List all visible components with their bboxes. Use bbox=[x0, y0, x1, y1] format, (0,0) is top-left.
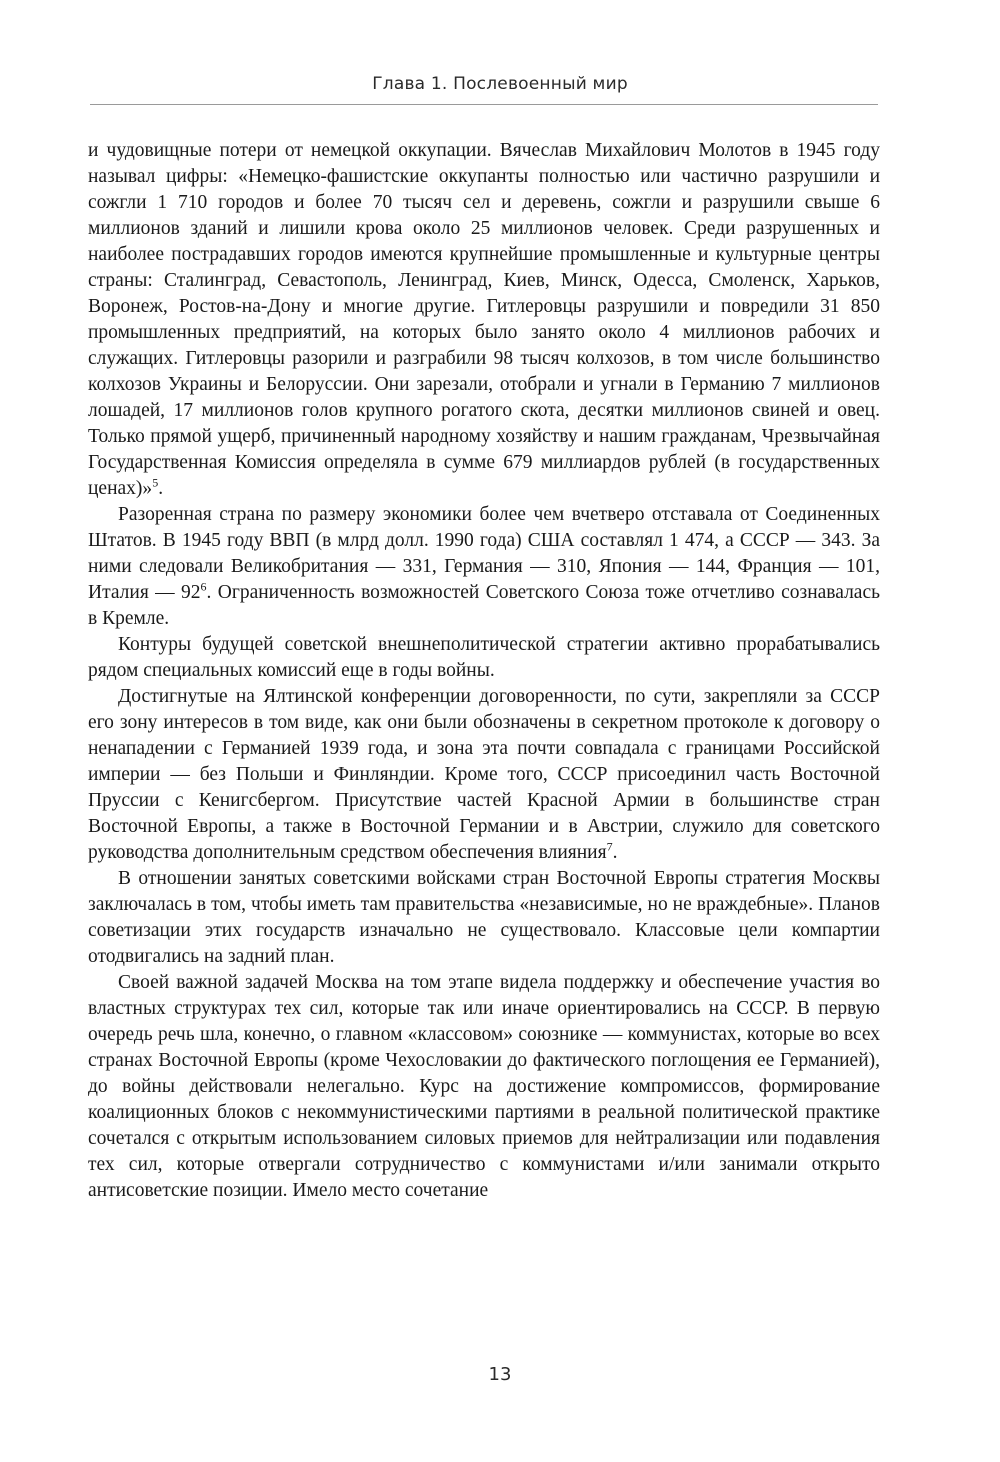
paragraph-4-tail: . bbox=[612, 842, 618, 863]
paragraph-3: Контуры будущей советской внешнеполитической стратегии активно прорабатывались рядом специальных комиссий еще в годы войны. bbox=[88, 634, 880, 681]
header-rule bbox=[90, 104, 878, 105]
footnote-ref-6: 6 bbox=[200, 579, 207, 594]
paragraph-1-text: и чудовищные потери от немецкой оккупации. Вячеслав Михайлович Молотов в 1945 году называл цифры: «Немецко-фашистские оккупанты полностью или частично разрушили и сожгли 1 710 городов и более 70 тысяч сел и деревень, сожгли и разрушили свыше 6 миллионов зданий и лишили крова около 25 миллионов человек. Среди разрушенных и наиболее пострадавших городов имеются крупнейшие промышленные и культурные центры страны: Сталинград, Севастополь, Ленинград, Киев, Минск, Одесса, Смоленск, Харьков, Воронеж, Ростов-на-Дону и многие другие. Гитлеровцы разрушили и повредили 31 850 промышленных предприятий, на которых было занято около 4 миллионов рабочих и служащих. Гитлеровцы разорили и разграбили 98 тысяч колхозов, в том числе большинство колхозов Украины и Белоруссии. Они зарезали, отобрали и угнали в Германию 7 миллионов лошадей, 17 миллионов голов крупного рогатого скота, десятки миллионов свиней и овец. Только прямой ущерб, причиненный народному хозяйству и нашим гражданам, Чрезвычайная Государственная Комиссия определяла в сумме 679 миллиардов рублей (в государственных ценах)» bbox=[88, 140, 880, 499]
paragraph-2 bbox=[88, 502, 880, 632]
running-header: Глава 1. Послевоенный мир bbox=[372, 74, 628, 94]
footnote-ref-7: 7 bbox=[606, 839, 613, 854]
paragraph-1 bbox=[88, 138, 880, 502]
paragraph-2-text: Разоренная страна по размеру экономики более чем вчетверо отставала от Соединенных Штатов. В 1945 году ВВП (в млрд долл. 1990 года) США составлял 1 474, а СССР — 343. За ними следовали Великобритания — 331, Германия — 310, Япония — 144, Франция — 101, Италия — 92 bbox=[88, 504, 880, 603]
paragraph-4-text: Достигнутые на Ялтинской конференции договоренности, по сути, закрепляли за СССР его зону интересов в том виде, как они были обозначены в секретном протоколе к договору о ненападении с Германией 1939 года, и зона эта почти совпадала с границами Российской империи — без Польши и Финляндии. Кроме того, СССР присоединил часть Восточной Пруссии с Кенигсбергом. Присутствие частей Красной Армии в большинстве стран Восточной Европы, а также в Восточной Германии и в Австрии, служило для советского руководства дополнительным средством обеспечения влияния bbox=[88, 686, 880, 863]
paragraph-5: В отношении занятых советскими войсками стран Восточной Европы стратегия Москвы заключалась в том, чтобы иметь там правительства «независимые, но не враждебные». Планов советизации этих государств изначально не существовало. Классовые цели компартии отодвигались на задний план. bbox=[88, 868, 880, 967]
page-number: 13 bbox=[488, 1364, 512, 1385]
paragraph-2-tail: . Ограниченность возможностей Советского Союза тоже отчетливо сознавалась в Кремле. bbox=[88, 582, 881, 629]
paragraph-1-tail: . bbox=[158, 478, 164, 499]
body-text bbox=[88, 138, 880, 1204]
paragraph-4 bbox=[88, 684, 880, 866]
paragraph-6: Своей важной задачей Москва на том этапе видела поддержку и обеспечение участия во властных структурах тех сил, которые так или иначе ориентировались на СССР. В первую очередь речь шла, конечно, о главном «классовом» союзнике — коммунистах, которые во всех странах Восточной Европы (кроме Чехословакии до фактического поглощения ее Германией), до войны действовали нелегально. Курс на достижение компромиссов, формирование коалиционных блоков с некоммунистическими партиями в реальной политической практике сочетался с открытым использованием силовых приемов для нейтрализации или подавления тех сил, которые отвергали сотрудничество с коммунистами и/или занимали открыто антисоветские позиции. Имело место сочетание bbox=[88, 972, 880, 1201]
footnote-ref-5: 5 bbox=[152, 475, 159, 490]
